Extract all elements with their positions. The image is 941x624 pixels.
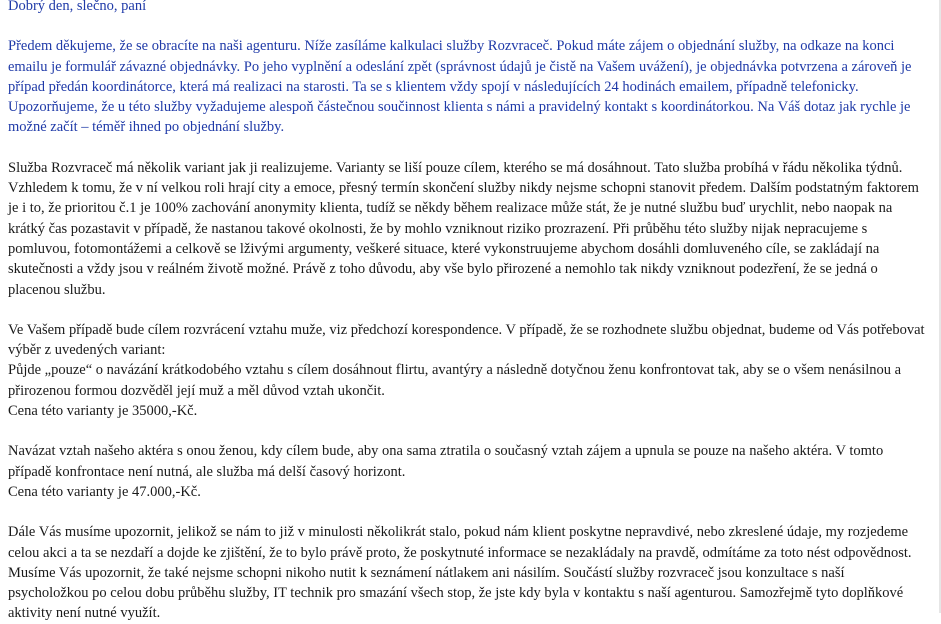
warning-paragraph: Dále Vás musíme upozornit, jelikož se nám to již v minulosti několikrát stalo, pokud nám klient poskytne nepravdivé, nebo zkreslené údaje, my rozjedeme celou akci a ta se nezdaří a dojde ke zjištění, že to bylo právě proto, že poskytnuté informace se nezakládaly na pravdě, odmítáme za toto nést odpovědnost. Musíme Vás upozornit, že také nejsme schopni nikoho nutit k seznámení nátlakem ani násilím. Součástí služby rozvraceč jsou konzultace s naší psycholožkou po celou dobu průběhu služby, IT technik pro smazání všech stop, že jste kdy byla v kontaktu s naší agenturou. Samozřejmě tyto doplňkové aktivity není nutné využít. [8, 524, 912, 622]
variant-1-text: Půjde „pouze“ o navázání krátkodobého vztahu s cílem dosáhnout flirtu, avantýry a následně dotyčnou ženu konfrontovat tak, aby se o všem nenásilnou a přirozenou formou dozvěděl její muž a měl důvod vztah ukončit. [8, 362, 902, 399]
case-intro-paragraph: Ve Vašem případě bude cílem rozvrácení vztahu muže, viz předchozí korespondence. V případě, že se rozhodnete službu objednat, budeme od Vás potřebovat výběr z uvedených variant: [8, 321, 925, 359]
email-body [8, 0, 926, 624]
service-description-paragraph: Služba Rozvraceč má několik variant jak ji realizujeme. Varianty se liší pouze cílem, kterého se má dosáhnout. Tato služba probíhá v řádu několika týdnů. Vzhledem k tomu, že v ní velkou roli hrají city a emoce, přesný termín skončení služby nikdy nejsme schopni stanovit předem. Dalším podstatným faktorem je i to, že prioritou č.1 je 100% zachování anonymity klienta, tudíž se někdy během realizace může stát, že je nutné službu buď urychlit, nebo naopak na krátký čas pozastavit v případě, že nastanou takové okolnosti, že by mohlo vzniknout riziko prozrazení. Při průběhu této služby nijak nepracujeme s pomluvou, fotomontážemi a celkově se lživými argumenty, veškeré situace, které vykonstruujeme abychom dosáhli domluveného cíle, se zakládají na skutečnosti a vždy jsou v reálném životě možné. Právě z toho důvodu, aby vše bylo přirozené a nemohlo tak nikdy vzniknout podezření, že se jedná o placenou službu. [8, 159, 919, 298]
variant-2-price: Cena této varianty je 47.000,-Kč. [8, 483, 201, 500]
paragraph-gap [8, 300, 926, 320]
paragraph-gap [8, 502, 926, 522]
paragraph-gap [8, 16, 926, 36]
variant-2-text: Navázat vztah našeho aktéra s onou ženou, kdy cílem bude, aby ona sama ztratila o současný vztah zájem a upnula se pouze na našeho aktéra. V tomto případě konfrontace není nutná, ale služba má delší časový horizont. [8, 443, 884, 480]
greeting: Dobrý den, slečno, paní [8, 0, 147, 14]
paragraph-gap [8, 138, 926, 158]
variant-1-price: Cena této varianty je 35000,-Kč. [8, 403, 198, 420]
intro-paragraph: Předem děkujeme, že se obracíte na naši agenturu. Níže zasíláme kalkulaci služby Rozvraceč. Pokud máte zájem o objednání služby, na odkaze na konci emailu je formulář závazné objednávky. Po jeho vyplnění a odeslání zpět (správnost údajů je čistě na Vašem uvážení), je objednávka potvrzena a zároveň je případ předán koordinátorce, která má realizaci na starosti. Ta se s klientem vždy spojí v následujících 24 hodinách emailem, případně telefonicky. Upozorňujeme, že u této služby vyžadujeme alespoň částečnou součinnost klienta s námi a pravidelný kontakt s koordinátorkou. Na Váš dotaz jak rychle je možné začít – téměř ihned po objednání služby. [8, 38, 912, 136]
paragraph-gap [8, 421, 926, 441]
